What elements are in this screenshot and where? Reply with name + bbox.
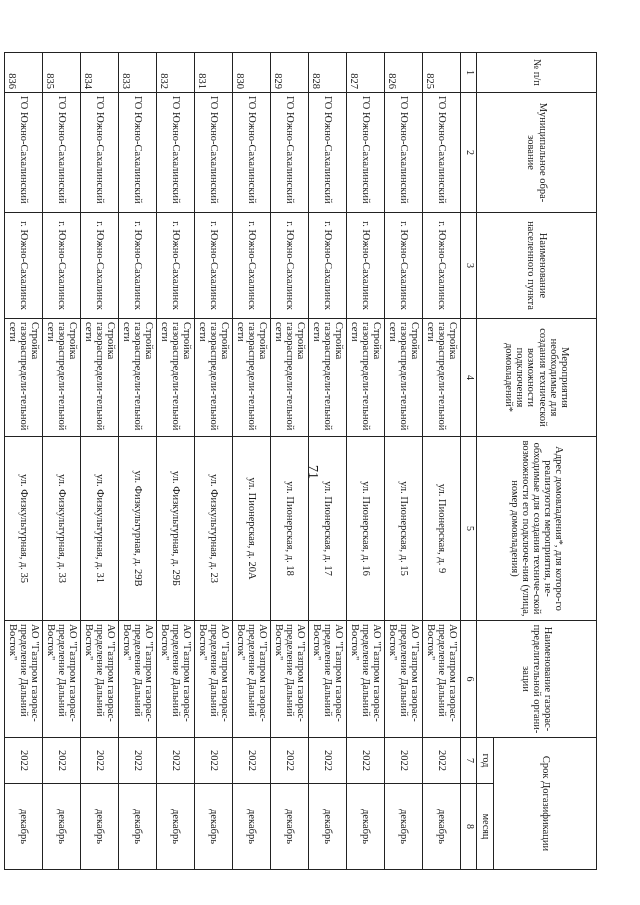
event-cell: Стройка газораспредели-тельной сети — [5, 319, 43, 437]
year-cell: 2022 — [271, 738, 309, 784]
address-cell: ул. Пионерская, д. 15 — [385, 437, 423, 621]
event-cell: Стройка газораспредели-тельной сети — [119, 319, 157, 437]
month-cell: декабрь — [119, 784, 157, 870]
address-cell: ул. Физкультурная, д. 35 — [5, 437, 43, 621]
address-cell: ул. Пионерская, д. 9 — [423, 437, 461, 621]
event-cell: Стройка газораспредели-тельной сети — [271, 319, 309, 437]
row-number: 831 — [195, 53, 233, 93]
month-cell: декабрь — [43, 784, 81, 870]
municipality-cell: ГО Южно-Сахалинский — [81, 93, 119, 213]
year-cell: 2022 — [5, 738, 43, 784]
organization-cell: АО "Газпром газорас-пределение Дальний Восток" — [309, 621, 347, 738]
municipality-cell: ГО Южно-Сахалинский — [347, 93, 385, 213]
row-number: 829 — [271, 53, 309, 93]
row-number: 828 — [309, 53, 347, 93]
month-cell: декабрь — [81, 784, 119, 870]
address-cell: ул. Пионерская, д. 17 — [309, 437, 347, 621]
event-cell: Стройка газораспредели-тельной сети — [157, 319, 195, 437]
table-row — [309, 53, 347, 870]
header-row — [494, 53, 597, 870]
address-cell: ул. Физкультурная, д. 33 — [43, 437, 81, 621]
municipality-cell: ГО Южно-Сахалинский — [5, 93, 43, 213]
column-number: 5 — [461, 437, 477, 621]
table-row — [43, 53, 81, 870]
year-cell: 2022 — [43, 738, 81, 784]
organization-cell: АО "Газпром газорас-пределение Дальний Восток" — [5, 621, 43, 738]
year-cell: 2022 — [385, 738, 423, 784]
table-row — [423, 53, 461, 870]
table-row — [81, 53, 119, 870]
row-number: 826 — [385, 53, 423, 93]
event-cell: Стройка газораспредели-тельной сети — [233, 319, 271, 437]
settlement-cell: г. Южно-Сахалинск — [81, 213, 119, 319]
row-number: 832 — [157, 53, 195, 93]
settlement-cell: г. Южно-Сахалинск — [5, 213, 43, 319]
organization-cell: АО "Газпром газорас-пределение Дальний Восток" — [157, 621, 195, 738]
table-row — [385, 53, 423, 870]
event-cell: Стройка газораспредели-тельной сети — [195, 319, 233, 437]
header-address: Адрес домовладения*, для которо-го реализуются мероприятия, не-обходимые для создания техниче-ской возможности его подключе-ния (улица, номер домовладения) — [477, 437, 597, 621]
column-number: 8 — [461, 784, 477, 870]
header-organization: Наименование газорас-пределительной органи-зации — [477, 621, 597, 738]
row-number: 825 — [423, 53, 461, 93]
municipality-cell: ГО Южно-Сахалинский — [119, 93, 157, 213]
row-number: 830 — [233, 53, 271, 93]
event-cell: Стройка газораспредели-тельной сети — [81, 319, 119, 437]
year-cell: 2022 — [81, 738, 119, 784]
event-cell: Стройка газораспредели-тельной сети — [309, 319, 347, 437]
settlement-cell: г. Южно-Сахалинск — [233, 213, 271, 319]
table-row — [233, 53, 271, 870]
organization-cell: АО "Газпром газорас-пределение Дальний Восток" — [385, 621, 423, 738]
event-cell: Стройка газораспредели-тельной сети — [423, 319, 461, 437]
column-number: 4 — [461, 319, 477, 437]
address-cell: ул. Физкультурная, д. 31 — [81, 437, 119, 621]
month-cell: декабрь — [233, 784, 271, 870]
settlement-cell: г. Южно-Сахалинск — [347, 213, 385, 319]
header-municipality: Муниципальное обра-зование — [477, 93, 597, 213]
organization-cell: АО "Газпром газорас-пределение Дальний Восток" — [347, 621, 385, 738]
header-year: год — [477, 738, 494, 784]
month-cell: декабрь — [157, 784, 195, 870]
header-term-group: Срок Догазификации — [494, 738, 597, 870]
table-row — [271, 53, 309, 870]
year-cell: 2022 — [195, 738, 233, 784]
table-body — [5, 53, 461, 870]
organization-cell: АО "Газпром газорас-пределение Дальний Восток" — [271, 621, 309, 738]
month-cell: декабрь — [195, 784, 233, 870]
settlement-cell: г. Южно-Сахалинск — [195, 213, 233, 319]
year-cell: 2022 — [157, 738, 195, 784]
header-idx: № п/п — [477, 53, 597, 93]
table-row — [347, 53, 385, 870]
header-settlement: Наименование населенного пункта — [477, 213, 597, 319]
municipality-cell: ГО Южно-Сахалинский — [157, 93, 195, 213]
table-row — [119, 53, 157, 870]
column-number: 6 — [461, 621, 477, 738]
month-cell: декабрь — [309, 784, 347, 870]
address-cell: ул. Пионерская, д. 18 — [271, 437, 309, 621]
year-cell: 2022 — [423, 738, 461, 784]
settlement-cell: г. Южно-Сахалинск — [43, 213, 81, 319]
table-row — [157, 53, 195, 870]
column-number-row — [461, 53, 477, 870]
address-cell: ул. Физкультурная, д. 29В — [119, 437, 157, 621]
address-cell: ул. Пионерская, д. 20А — [233, 437, 271, 621]
year-cell: 2022 — [233, 738, 271, 784]
month-cell: декабрь — [271, 784, 309, 870]
organization-cell: АО "Газпром газорас-пределение Дальний Восток" — [423, 621, 461, 738]
municipality-cell: ГО Южно-Сахалинский — [309, 93, 347, 213]
header-month: месяц — [477, 784, 494, 870]
table-row — [5, 53, 43, 870]
settlement-cell: г. Южно-Сахалинск — [271, 213, 309, 319]
settlement-cell: г. Южно-Сахалинск — [119, 213, 157, 319]
address-cell: ул. Пионерская, д. 16 — [347, 437, 385, 621]
row-number: 833 — [119, 53, 157, 93]
year-cell: 2022 — [347, 738, 385, 784]
page-number: 71 — [305, 465, 320, 479]
municipality-cell: ГО Южно-Сахалинский — [423, 93, 461, 213]
event-cell: Стройка газораспредели-тельной сети — [385, 319, 423, 437]
municipality-cell: ГО Южно-Сахалинский — [385, 93, 423, 213]
gasification-table-rotated — [6, 52, 597, 869]
column-number: 2 — [461, 93, 477, 213]
month-cell: декабрь — [423, 784, 461, 870]
settlement-cell: г. Южно-Сахалинск — [423, 213, 461, 319]
organization-cell: АО "Газпром газорас-пределение Дальний Восток" — [233, 621, 271, 738]
municipality-cell: ГО Южно-Сахалинский — [195, 93, 233, 213]
year-cell: 2022 — [119, 738, 157, 784]
address-cell: ул. Физкультурная, д. 23 — [195, 437, 233, 621]
event-cell: Стройка газораспредели-тельной сети — [347, 319, 385, 437]
gasification-table — [4, 52, 597, 870]
column-number: 7 — [461, 738, 477, 784]
municipality-cell: ГО Южно-Сахалинский — [271, 93, 309, 213]
row-number: 827 — [347, 53, 385, 93]
column-number: 1 — [461, 53, 477, 93]
organization-cell: АО "Газпром газорас-пределение Дальний Восток" — [43, 621, 81, 738]
table-row — [195, 53, 233, 870]
month-cell: декабрь — [347, 784, 385, 870]
month-cell: декабрь — [5, 784, 43, 870]
settlement-cell: г. Южно-Сахалинск — [157, 213, 195, 319]
municipality-cell: ГО Южно-Сахалинский — [233, 93, 271, 213]
header-event: Мероприятия необходимые для создания технической возможности подключения домовладений* — [477, 319, 597, 437]
settlement-cell: г. Южно-Сахалинск — [385, 213, 423, 319]
month-cell: декабрь — [385, 784, 423, 870]
row-number: 834 — [81, 53, 119, 93]
column-number: 3 — [461, 213, 477, 319]
address-cell: ул. Физкультурная, д. 29Б — [157, 437, 195, 621]
organization-cell: АО "Газпром газорас-пределение Дальний Восток" — [81, 621, 119, 738]
settlement-cell: г. Южно-Сахалинск — [309, 213, 347, 319]
municipality-cell: ГО Южно-Сахалинский — [43, 93, 81, 213]
event-cell: Стройка газораспредели-тельной сети — [43, 319, 81, 437]
year-cell: 2022 — [309, 738, 347, 784]
organization-cell: АО "Газпром газорас-пределение Дальний Восток" — [119, 621, 157, 738]
organization-cell: АО "Газпром газорас-пределение Дальний Восток" — [195, 621, 233, 738]
row-number: 835 — [43, 53, 81, 93]
row-number: 836 — [5, 53, 43, 93]
